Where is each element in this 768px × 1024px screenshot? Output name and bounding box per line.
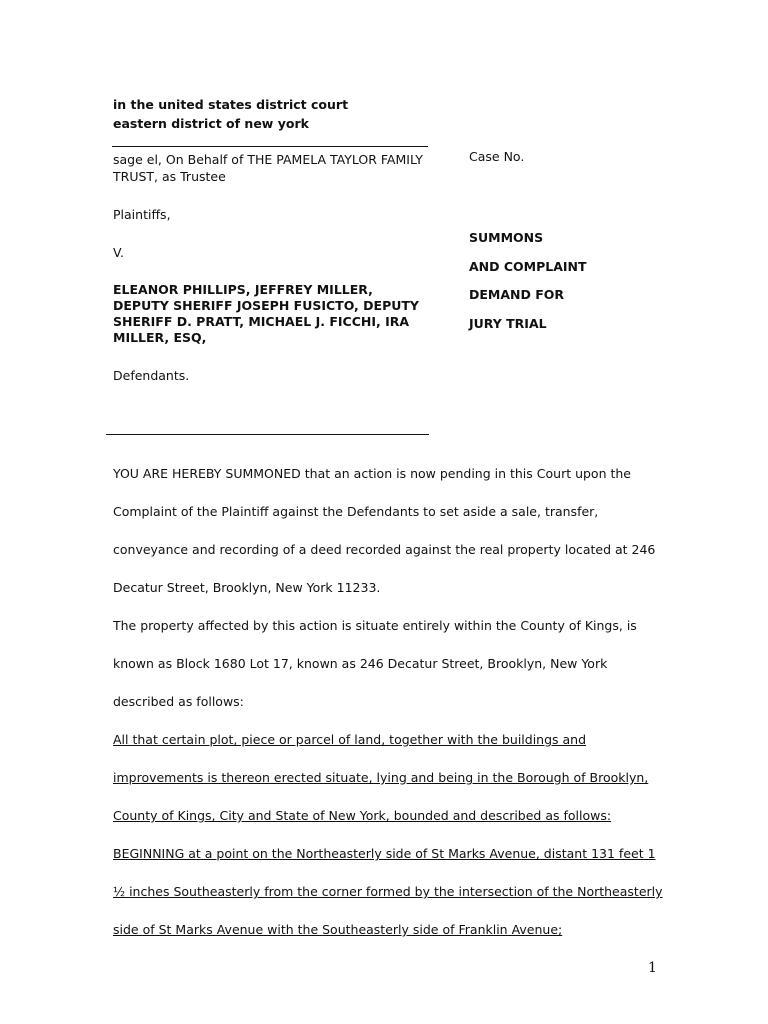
- case-number-label: Case No.: [469, 149, 525, 164]
- versus-label: V.: [113, 245, 124, 260]
- property-description-line: side of St Marks Avenue with the Southeasterly side of Franklin Avenue;: [113, 922, 563, 937]
- title-line: AND COMPLAINT: [469, 258, 587, 274]
- court-heading: [113, 95, 348, 133]
- defendants-label: Defendants.: [113, 368, 190, 383]
- body-line: Decatur Street, Brooklyn, New York 11233.: [113, 580, 381, 595]
- body-line: described as follows:: [113, 694, 244, 709]
- caption-top-rule: [112, 146, 428, 147]
- title-line: DEMAND FOR: [469, 287, 565, 302]
- property-description-line: County of Kings, City and State of New York, bounded and described as follows:: [113, 808, 612, 823]
- property-description-line: All that certain plot, piece or parcel of land, together with the buildings and: [113, 732, 587, 747]
- body-line: Complaint of the Plaintiff against the Defendants to set aside a sale, transfer,: [113, 504, 599, 519]
- caption-bottom-rule: [106, 434, 429, 435]
- document-title: [469, 224, 587, 338]
- property-description-line: ½ inches Southeasterly from the corner formed by the intersection of the Northeasterly: [113, 884, 663, 899]
- property-description-line: improvements is thereon erected situate, lying and being in the Borough of Brooklyn,: [113, 770, 649, 785]
- body-line: YOU ARE HEREBY SUMMONED that an action is now pending in this Court upon the: [113, 466, 631, 481]
- defendant-names: ELEANOR PHILLIPS, JEFFREY MILLER, DEPUTY SHERIFF JOSEPH FUSICTO, DEPUTY SHERIFF D. PRATT, MICHAEL J. FICCHI, IRA MILLER, ESQ,: [113, 282, 419, 345]
- body-line: known as Block 1680 Lot 17, known as 246 Decatur Street, Brooklyn, New York: [113, 656, 608, 671]
- property-description-line: BEGINNING at a point on the Northeasterly side of St Marks Avenue, distant 131 feet 1: [113, 846, 656, 861]
- plaintiff-name: sage el, On Behalf of THE PAMELA TAYLOR FAMILY TRUST, as Trustee: [113, 152, 423, 184]
- title-line: SUMMONS: [469, 230, 544, 245]
- body-line: The property affected by this action is situate entirely within the County of Kings, is: [113, 618, 637, 633]
- summons-body: [113, 455, 673, 949]
- court-name-line: in the united states district court: [113, 97, 349, 112]
- caption-parties: [113, 151, 423, 384]
- title-line: JURY TRIAL: [469, 315, 547, 331]
- district-name-line: eastern district of new york: [113, 116, 309, 131]
- body-line: conveyance and recording of a deed recorded against the real property located at 246: [113, 542, 656, 557]
- plaintiffs-label: Plaintiffs,: [113, 207, 171, 222]
- page-number: 1: [648, 960, 657, 976]
